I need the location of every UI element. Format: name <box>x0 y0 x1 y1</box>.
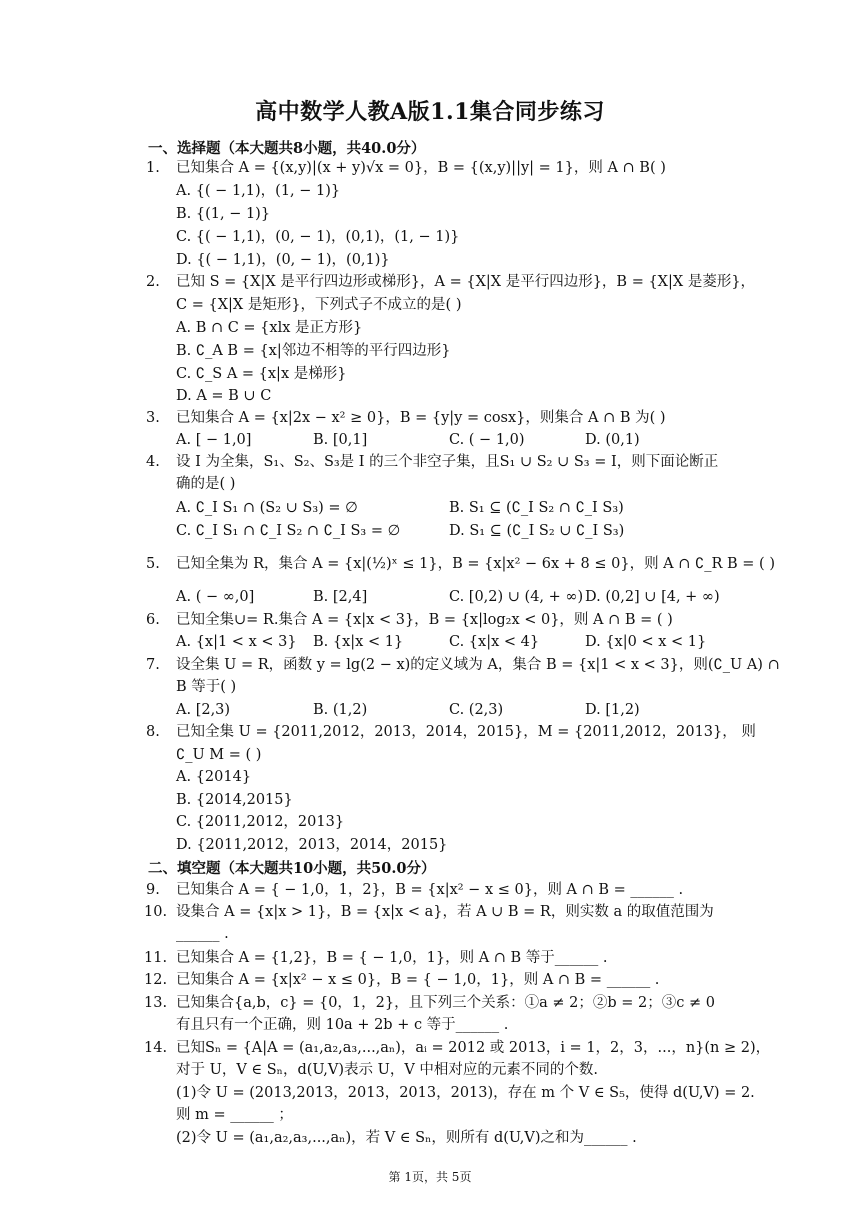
question-6-option-c: C. {x|x < 4} <box>449 634 540 650</box>
question-number: 4. <box>146 454 160 470</box>
question-3-stem: 已知集合 A = {x|2x − x² ≥ 0}，B = {y|y = cosx}，则集合 A ∩ B 为( ) <box>176 410 666 426</box>
question-2-option-b: B. ∁_A B = {x|邻边不相等的平行四边形} <box>176 343 451 359</box>
question-13-stem-line2: 有且只有一个正确，则 10a + 2b + c 等于______ . <box>176 1017 509 1033</box>
question-7-option-b: B. (1,2) <box>313 702 368 718</box>
question-4-option-d: D. S₁ ⊆ (∁_I S₂ ∪ ∁_I S₃) <box>449 523 625 539</box>
question-8-option-b: B. {2014,2015} <box>176 792 293 808</box>
question-3-option-b: B. [0,1] <box>313 432 368 448</box>
question-14-stem-line1: 已知Sₙ = {A|A = (a₁,a₂,a₃,...,aₙ)，aᵢ = 2012 或 2013，i = 1，2，3，...，n}(n ≥ 2)， <box>176 1040 771 1056</box>
question-number: 13. <box>144 995 168 1011</box>
question-5-stem: 已知全集为 R，集合 A = {x|(½)ˣ ≤ 1}，B = {x|x² − 6x + 8 ≤ 0}，则 A ∩ ∁_R B = ( ) <box>176 556 775 572</box>
page-title: 高中数学人教A版1.1集合同步练习 <box>255 99 605 125</box>
question-number: 11. <box>144 950 168 966</box>
question-10-stem-line2: ______ . <box>176 926 229 942</box>
question-1-option-b: B. {(1, − 1)} <box>176 206 271 222</box>
question-8-option-c: C. {2011,2012，2013} <box>176 814 345 830</box>
question-8-stem-line2: ∁_U M = ( ) <box>176 747 262 763</box>
question-number: 5. <box>146 556 160 572</box>
question-number: 14. <box>144 1040 168 1056</box>
question-8-option-a: A. {2014} <box>176 769 252 785</box>
question-5-option-d: D. (0,2] ∪ [4, + ∞) <box>585 589 720 605</box>
question-2-option-c: C. ∁_S A = {x|x 是梯形} <box>176 366 347 382</box>
question-14-stem-line4: 则 m = ______ ； <box>176 1107 293 1123</box>
question-number: 10. <box>144 904 168 920</box>
question-14-stem-line3: (1)令 U = (2013,2013，2013，2013，2013)，存在 m 个 V ∈ S₅，使得 d(U,V) = 2. <box>176 1085 755 1101</box>
question-number: 9. <box>146 882 160 898</box>
question-7-option-a: A. [2,3) <box>176 702 231 718</box>
question-number: 7. <box>146 657 160 673</box>
question-4-option-c: C. ∁_I S₁ ∩ ∁_I S₂ ∩ ∁_I S₃ = ∅ <box>176 523 401 539</box>
question-2-stem-line2: C = {X|X 是矩形}，下列式子不成立的是( ) <box>176 297 462 313</box>
question-number: 1. <box>146 160 160 176</box>
question-7-option-d: D. [1,2) <box>585 702 640 718</box>
question-1-stem: 已知集合 A = {(x,y)|(x + y)√x = 0}，B = {(x,y)||y| = 1}，则 A ∩ B( ) <box>176 160 666 176</box>
question-8-option-d: D. {2011,2012，2013，2014，2015} <box>176 837 448 853</box>
question-1-option-a: A. {( − 1,1)，(1, − 1)} <box>176 183 341 199</box>
question-6-option-a: A. {x|1 < x < 3} <box>176 634 297 650</box>
question-number: 3. <box>146 410 160 426</box>
question-number: 6. <box>146 612 160 628</box>
question-5-option-b: B. [2,4] <box>313 589 368 605</box>
question-5-option-a: A. ( − ∞,0] <box>176 589 255 605</box>
question-number: 12. <box>144 972 168 988</box>
question-6-stem: 已知全集∪= R.集合 A = {x|x < 3}，B = {x|log₂x < 0}，则 A ∩ B = ( ) <box>176 612 673 628</box>
section-heading-choice: 一、选择题（本大题共8小题，共40.0分） <box>148 140 426 157</box>
question-8-stem-line1: 已知全集 U = {2011,2012，2013，2014，2015}，M = {2011,2012，2013}， 则 <box>176 724 756 740</box>
question-4-stem-line1: 设 I 为全集，S₁、S₂、S₃是 I 的三个非空子集，且S₁ ∪ S₂ ∪ S₃ = I，则下面论断正 <box>176 454 719 470</box>
question-3-option-d: D. (0,1) <box>585 432 640 448</box>
question-number: 2. <box>146 274 160 290</box>
question-1-option-d: D. {( − 1,1)，(0, − 1)，(0,1)} <box>176 252 390 268</box>
question-9-stem: 已知集合 A = { − 1,0，1，2}，B = {x|x² − x ≤ 0}，则 A ∩ B = ______ . <box>176 882 684 898</box>
question-14-stem-line2: 对于 U，V ∈ Sₙ，d(U,V)表示 U，V 中相对应的元素不同的个数. <box>176 1062 599 1078</box>
question-6-option-b: B. {x|x < 1} <box>313 634 404 650</box>
question-13-stem-line1: 已知集合{a,b，c} = {0，1，2}，且下列三个关系：①a ≠ 2；②b = 2；③c ≠ 0 <box>176 995 715 1011</box>
question-7-option-c: C. (2,3) <box>449 702 504 718</box>
question-7-stem-line1: 设全集 U = R，函数 y = lg(2 − x)的定义域为 A，集合 B = {x|1 < x < 3}，则(∁_U A) ∩ <box>176 657 780 673</box>
question-2-option-a: A. B ∩ C = {xlx 是正方形} <box>176 320 363 336</box>
question-7-stem-line2: B 等于( ) <box>176 679 237 695</box>
question-number: 8. <box>146 724 160 740</box>
question-12-stem: 已知集合 A = {x|x² − x ≤ 0}，B = { − 1,0，1}，则 A ∩ B = ______ . <box>176 972 660 988</box>
question-2-option-d: D. A = B ∪ C <box>176 388 272 404</box>
question-1-option-c: C. {( − 1,1)，(0, − 1)，(0,1)，(1, − 1)} <box>176 229 460 245</box>
question-14-stem-line5: (2)令 U = (a₁,a₂,a₃,...,aₙ)，若 V ∈ Sₙ，则所有 d(U,V)之和为______ . <box>176 1130 637 1146</box>
question-6-option-d: D. {x|0 < x < 1} <box>585 634 707 650</box>
question-4-option-a: A. ∁_I S₁ ∩ (S₂ ∪ S₃) = ∅ <box>176 500 358 516</box>
question-3-option-a: A. [ − 1,0] <box>176 432 252 448</box>
question-4-option-b: B. S₁ ⊆ (∁_I S₂ ∩ ∁_I S₃) <box>449 500 624 516</box>
question-4-stem-line2: 确的是( ) <box>176 476 236 492</box>
question-2-stem-line1: 已知 S = {X|X 是平行四边形或梯形}，A = {X|X 是平行四边形}，B = {X|X 是菱形}， <box>176 274 756 290</box>
section-heading-fill: 二、填空题（本大题共10小题，共50.0分） <box>148 860 436 877</box>
question-5-option-c: C. [0,2) ∪ (4, + ∞) <box>449 589 584 605</box>
page-footer: 第 1页，共 5页 <box>388 1170 472 1184</box>
question-3-option-c: C. ( − 1,0) <box>449 432 525 448</box>
question-10-stem-line1: 设集合 A = {x|x > 1}，B = {x|x < a}，若 A ∪ B = R，则实数 a 的取值范围为 <box>176 904 714 920</box>
question-11-stem: 已知集合 A = {1,2}，B = { − 1,0，1}，则 A ∩ B 等于______ . <box>176 950 608 966</box>
